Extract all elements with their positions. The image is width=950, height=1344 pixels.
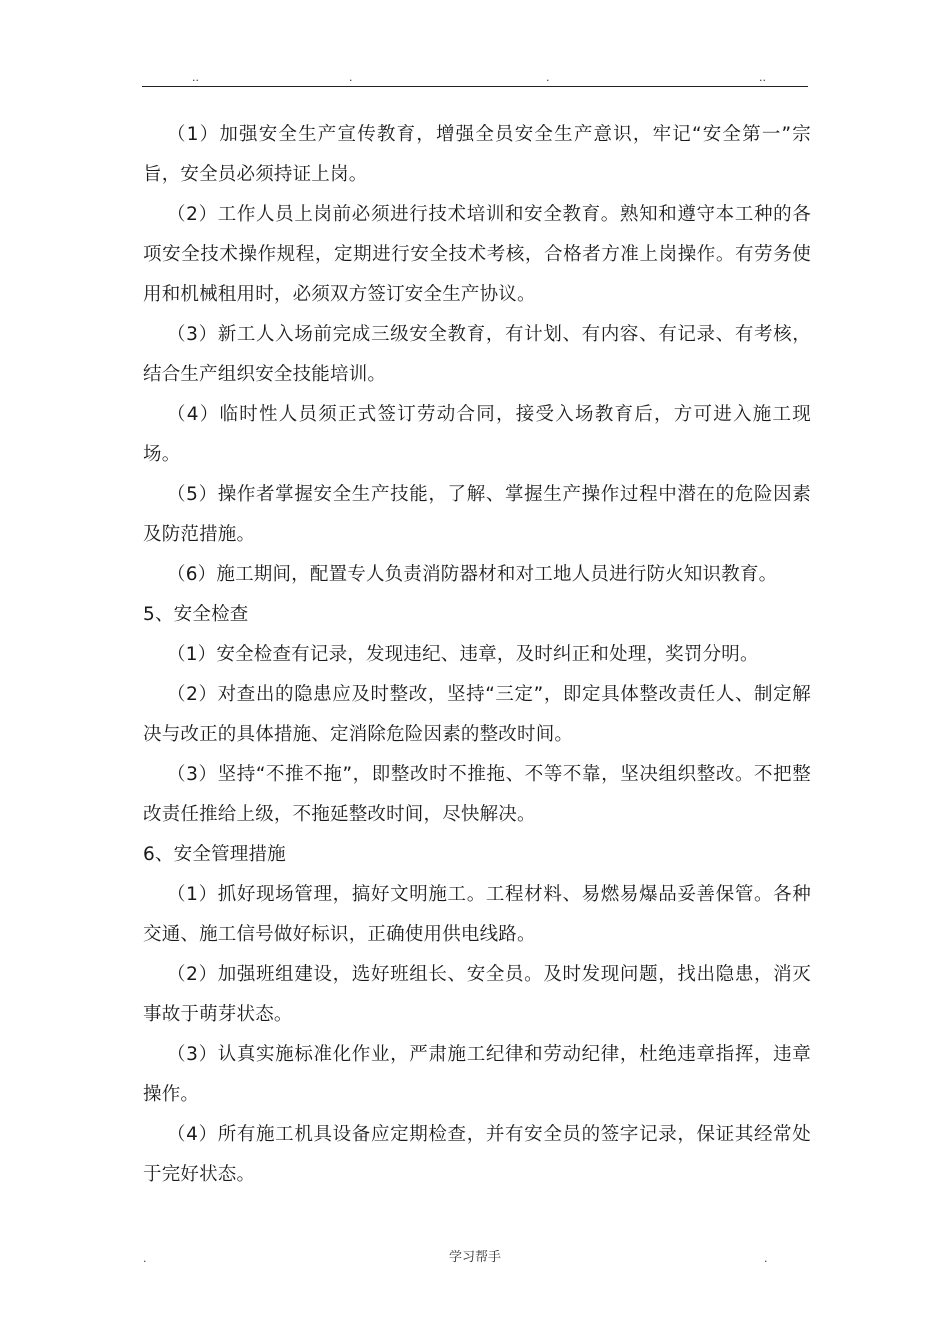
paragraph: （1）加强安全生产宣传教育，增强全员安全生产意识，牢记“安全第一”宗旨，安全员必须持证上岗。: [143, 124, 811, 185]
paragraph: （1）抓好现场管理，搞好文明施工。工程材料、易燃易爆品妥善保管。各种交通、施工信号做好标识，正确使用供电线路。: [143, 884, 811, 945]
section-heading: 5、安全检查: [143, 604, 249, 625]
paragraph: （3）认真实施标准化作业，严肃施工纪律和劳动纪律，杜绝违章指挥，违章操作。: [143, 1044, 811, 1105]
paragraph: （1）安全检查有记录，发现违纪、违章，及时纠正和处理，奖罚分明。: [167, 644, 759, 665]
section-heading: 6、安全管理措施: [143, 844, 286, 865]
paragraph: （3）坚持“不推不拖”，即整改时不推拖、不等不靠，坚决组织整改。不把整改责任推给上级，不拖延整改时间，尽快解决。: [143, 764, 811, 825]
paragraph: （4）所有施工机具设备应定期检查，并有安全员的签字记录，保证其经常处于完好状态。: [143, 1124, 811, 1185]
paragraph: （2）工作人员上岗前必须进行技术培训和安全教育。熟知和遵守本工种的各项安全技术操作规程，定期进行安全技术考核，合格者方准上岗操作。有劳务使用和机械租用时，必须双方签订安全生产协议。: [143, 204, 811, 305]
header-mark: .: [349, 71, 353, 84]
footer-caption: 学习帮手: [448, 1250, 501, 1265]
header-mark: ..: [192, 71, 199, 84]
header-mark: .: [546, 71, 550, 84]
footer-left-mark: .: [143, 1252, 147, 1265]
paragraph: （2）对查出的隐患应及时整改，坚持“三定”，即定具体整改责任人、制定解决与改正的具体措施、定消除危险因素的整改时间。: [143, 684, 811, 745]
footer-right-mark: .: [764, 1252, 768, 1265]
paragraph: （4）临时性人员须正式签订劳动合同，接受入场教育后，方可进入施工现场。: [143, 404, 811, 465]
header-divider: [142, 86, 808, 87]
header-mark: ..: [759, 71, 766, 84]
document-body: [143, 115, 811, 1195]
paragraph: （2）加强班组建设，选好班组长、安全员。及时发现问题，找出隐患，消灭事故于萌芽状态。: [143, 964, 811, 1025]
page-header-marks: [142, 70, 808, 86]
paragraph: （5）操作者掌握安全生产技能，了解、掌握生产操作过程中潜在的危险因素及防范措施。: [143, 484, 811, 545]
paragraph: （6）施工期间，配置专人负责消防器材和对工地人员进行防火知识教育。: [167, 564, 778, 585]
paragraph: （3）新工人入场前完成三级安全教育，有计划、有内容、有记录、有考核，结合生产组织安全技能培训。: [143, 324, 811, 385]
